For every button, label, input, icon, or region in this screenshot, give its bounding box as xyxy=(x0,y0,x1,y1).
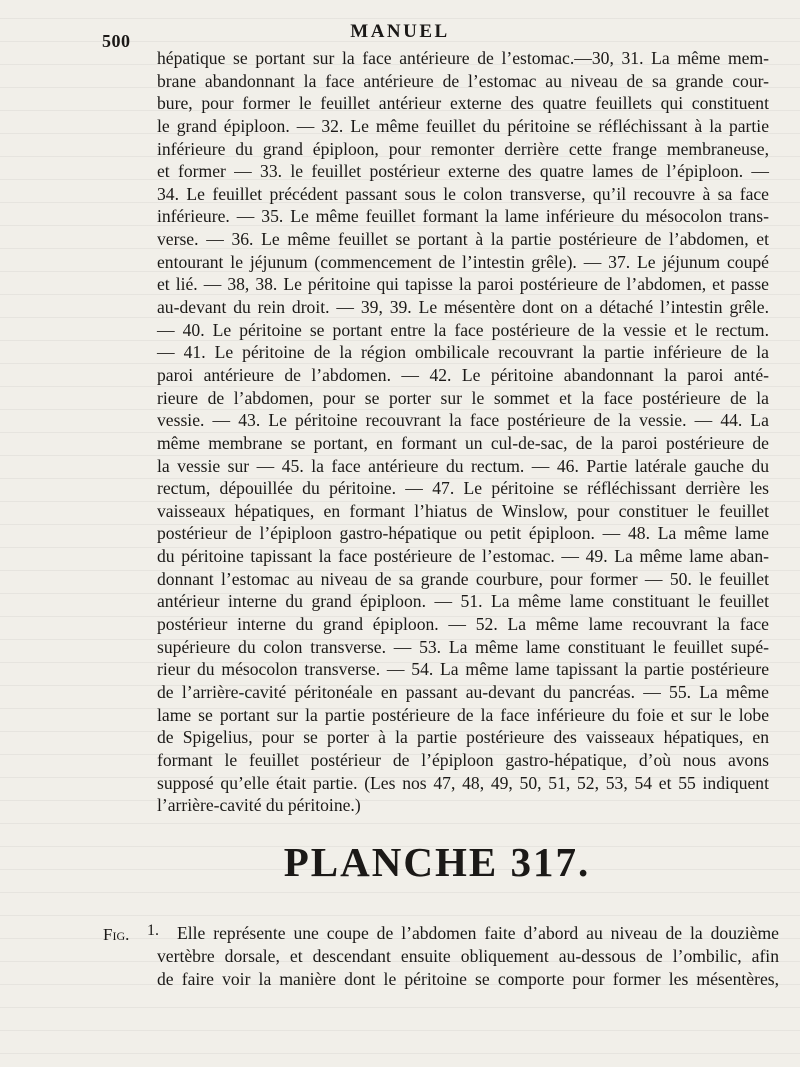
text-line: vessie. — 43. Le péritoine recouvrant la face postérieure de la vessie. — 44. La xyxy=(157,410,769,431)
figure-number: 1. xyxy=(147,922,159,939)
caption-line: vertèbre dorsale, et descendant ensuite obliquement au-dessous de l’ombilic, afin xyxy=(157,946,779,966)
text-line: inférieure. — 35. Le même feuillet formant la lame inférieure du mésocolon trans- xyxy=(157,206,769,227)
text-line: postérieur interne du grand épiploon. — 52. La même lame recouvrant la face xyxy=(157,614,769,635)
caption-line: de faire voir la manière dont le péritoine se comporte pour former les mésentères, xyxy=(157,969,779,989)
text-line: de l’arrière-cavité péritonéale en passant au-devant du pancréas. — 55. La même xyxy=(157,681,769,702)
body-text xyxy=(157,47,769,817)
text-line: supérieure du colon transverse. — 53. La même lame constituant le feuillet supé- xyxy=(157,636,769,657)
text-line: même membrane se portant, en formant un cul-de-sac, de la paroi postérieure de xyxy=(157,432,769,453)
text-line: au-devant du rein droit. — 39, 39. Le mésentère dont on a détaché l’intestin grêle. xyxy=(157,297,769,318)
text-line: donnant l’estomac au niveau de sa grande courbure, pour former — 50. le feuillet xyxy=(157,568,769,589)
figure-caption xyxy=(147,922,779,991)
text-line: antérieur interne du grand épiploon. — 51. La même lame constituant le feuillet xyxy=(157,591,769,612)
text-line: inférieure du grand épiploon, pour remonter derrière cette frange membraneuse, xyxy=(157,138,769,159)
plate-title: PLANCHE 317. xyxy=(283,839,591,885)
caption-line: Elle représente une coupe de l’abdomen faite d’abord au niveau de la douzième xyxy=(177,923,779,943)
text-line: — 40. Le péritoine se portant entre la face postérieure de la vessie et le rectum. xyxy=(157,319,769,340)
text-line: et lié. — 38, 38. Le péritoine qui tapisse la paroi postérieure de l’abdomen, et passe xyxy=(157,274,769,295)
text-line: l’arrière-cavité du péritoine.) xyxy=(157,795,361,816)
text-line: — 41. Le péritoine de la région ombilicale recouvrant la partie inférieure de la xyxy=(157,342,769,363)
text-line: rieur du mésocolon transverse. — 54. La même lame tapissant la partie postérieure xyxy=(157,659,769,680)
text-line: bure, pour former le feuillet antérieur externe des quatre feuillets qui constituent xyxy=(157,93,769,114)
text-line: 34. Le feuillet précédent passant sous le colon transverse, qu’il recouvre à sa face xyxy=(157,183,769,204)
text-line: la vessie sur — 45. la face antérieure du rectum. — 46. Partie latérale gauche du xyxy=(157,455,769,476)
text-line: hépatique se portant sur la face antérieure de l’estomac.—30, 31. La même mem- xyxy=(157,48,769,68)
figure-label: Fig. xyxy=(103,925,130,944)
text-line: rieure de l’abdomen, pour se porter sur le sommet et la face postérieure de la xyxy=(157,387,769,408)
text-line: et former — 33. le feuillet postérieur externe des quatre lames de l’épiploon. — xyxy=(157,161,769,182)
text-line: rectum, dépouillée du péritoine. — 47. Le péritoine se réfléchissant derrière les xyxy=(157,478,769,499)
text-line: formant le feuillet postérieur de l’épiploon gastro-hépatique, d’où nous avons xyxy=(157,749,769,770)
text-line: postérieur de l’épiploon gastro-hépatique ou petit épiploon. — 48. La même lame xyxy=(157,523,769,544)
text-line: le grand épiploon. — 32. Le même feuillet du péritoine se réfléchissant à la partie xyxy=(157,115,769,136)
text-line: entourant le jéjunum (commencement de l’intestin grêle). — 37. Le jéjunum coupé xyxy=(157,251,769,272)
text-line: lame se portant sur la partie postérieure de la face inférieure du foie et sur le lobe xyxy=(157,704,769,725)
text-line: vaisseaux hépatiques, en formant l’hiatus de Winslow, pour constituer le feuillet xyxy=(157,500,769,521)
text-line: verse. — 36. Le même feuillet se portant à la partie postérieure de l’abdomen, et xyxy=(157,229,769,250)
text-line: brane abandonnant la face antérieure de l’estomac au niveau de sa grande cour- xyxy=(157,70,769,91)
page-number: 500 xyxy=(102,31,131,51)
text-line: de Spigelius, pour se porter à la partie postérieure des vaisseaux hépatiques, en xyxy=(157,727,769,748)
running-head: MANUEL xyxy=(350,21,450,42)
text-line: supposé qu’elle était partie. (Les nos 47, 48, 49, 50, 51, 52, 53, 54 et 55 indiquent xyxy=(157,772,769,793)
text-line: paroi antérieure de l’abdomen. — 42. Le péritoine abandonnant la paroi anté- xyxy=(157,364,769,385)
text-line: du péritoine tapissant la face postérieure de l’estomac. — 49. La même lame aban- xyxy=(157,546,769,567)
